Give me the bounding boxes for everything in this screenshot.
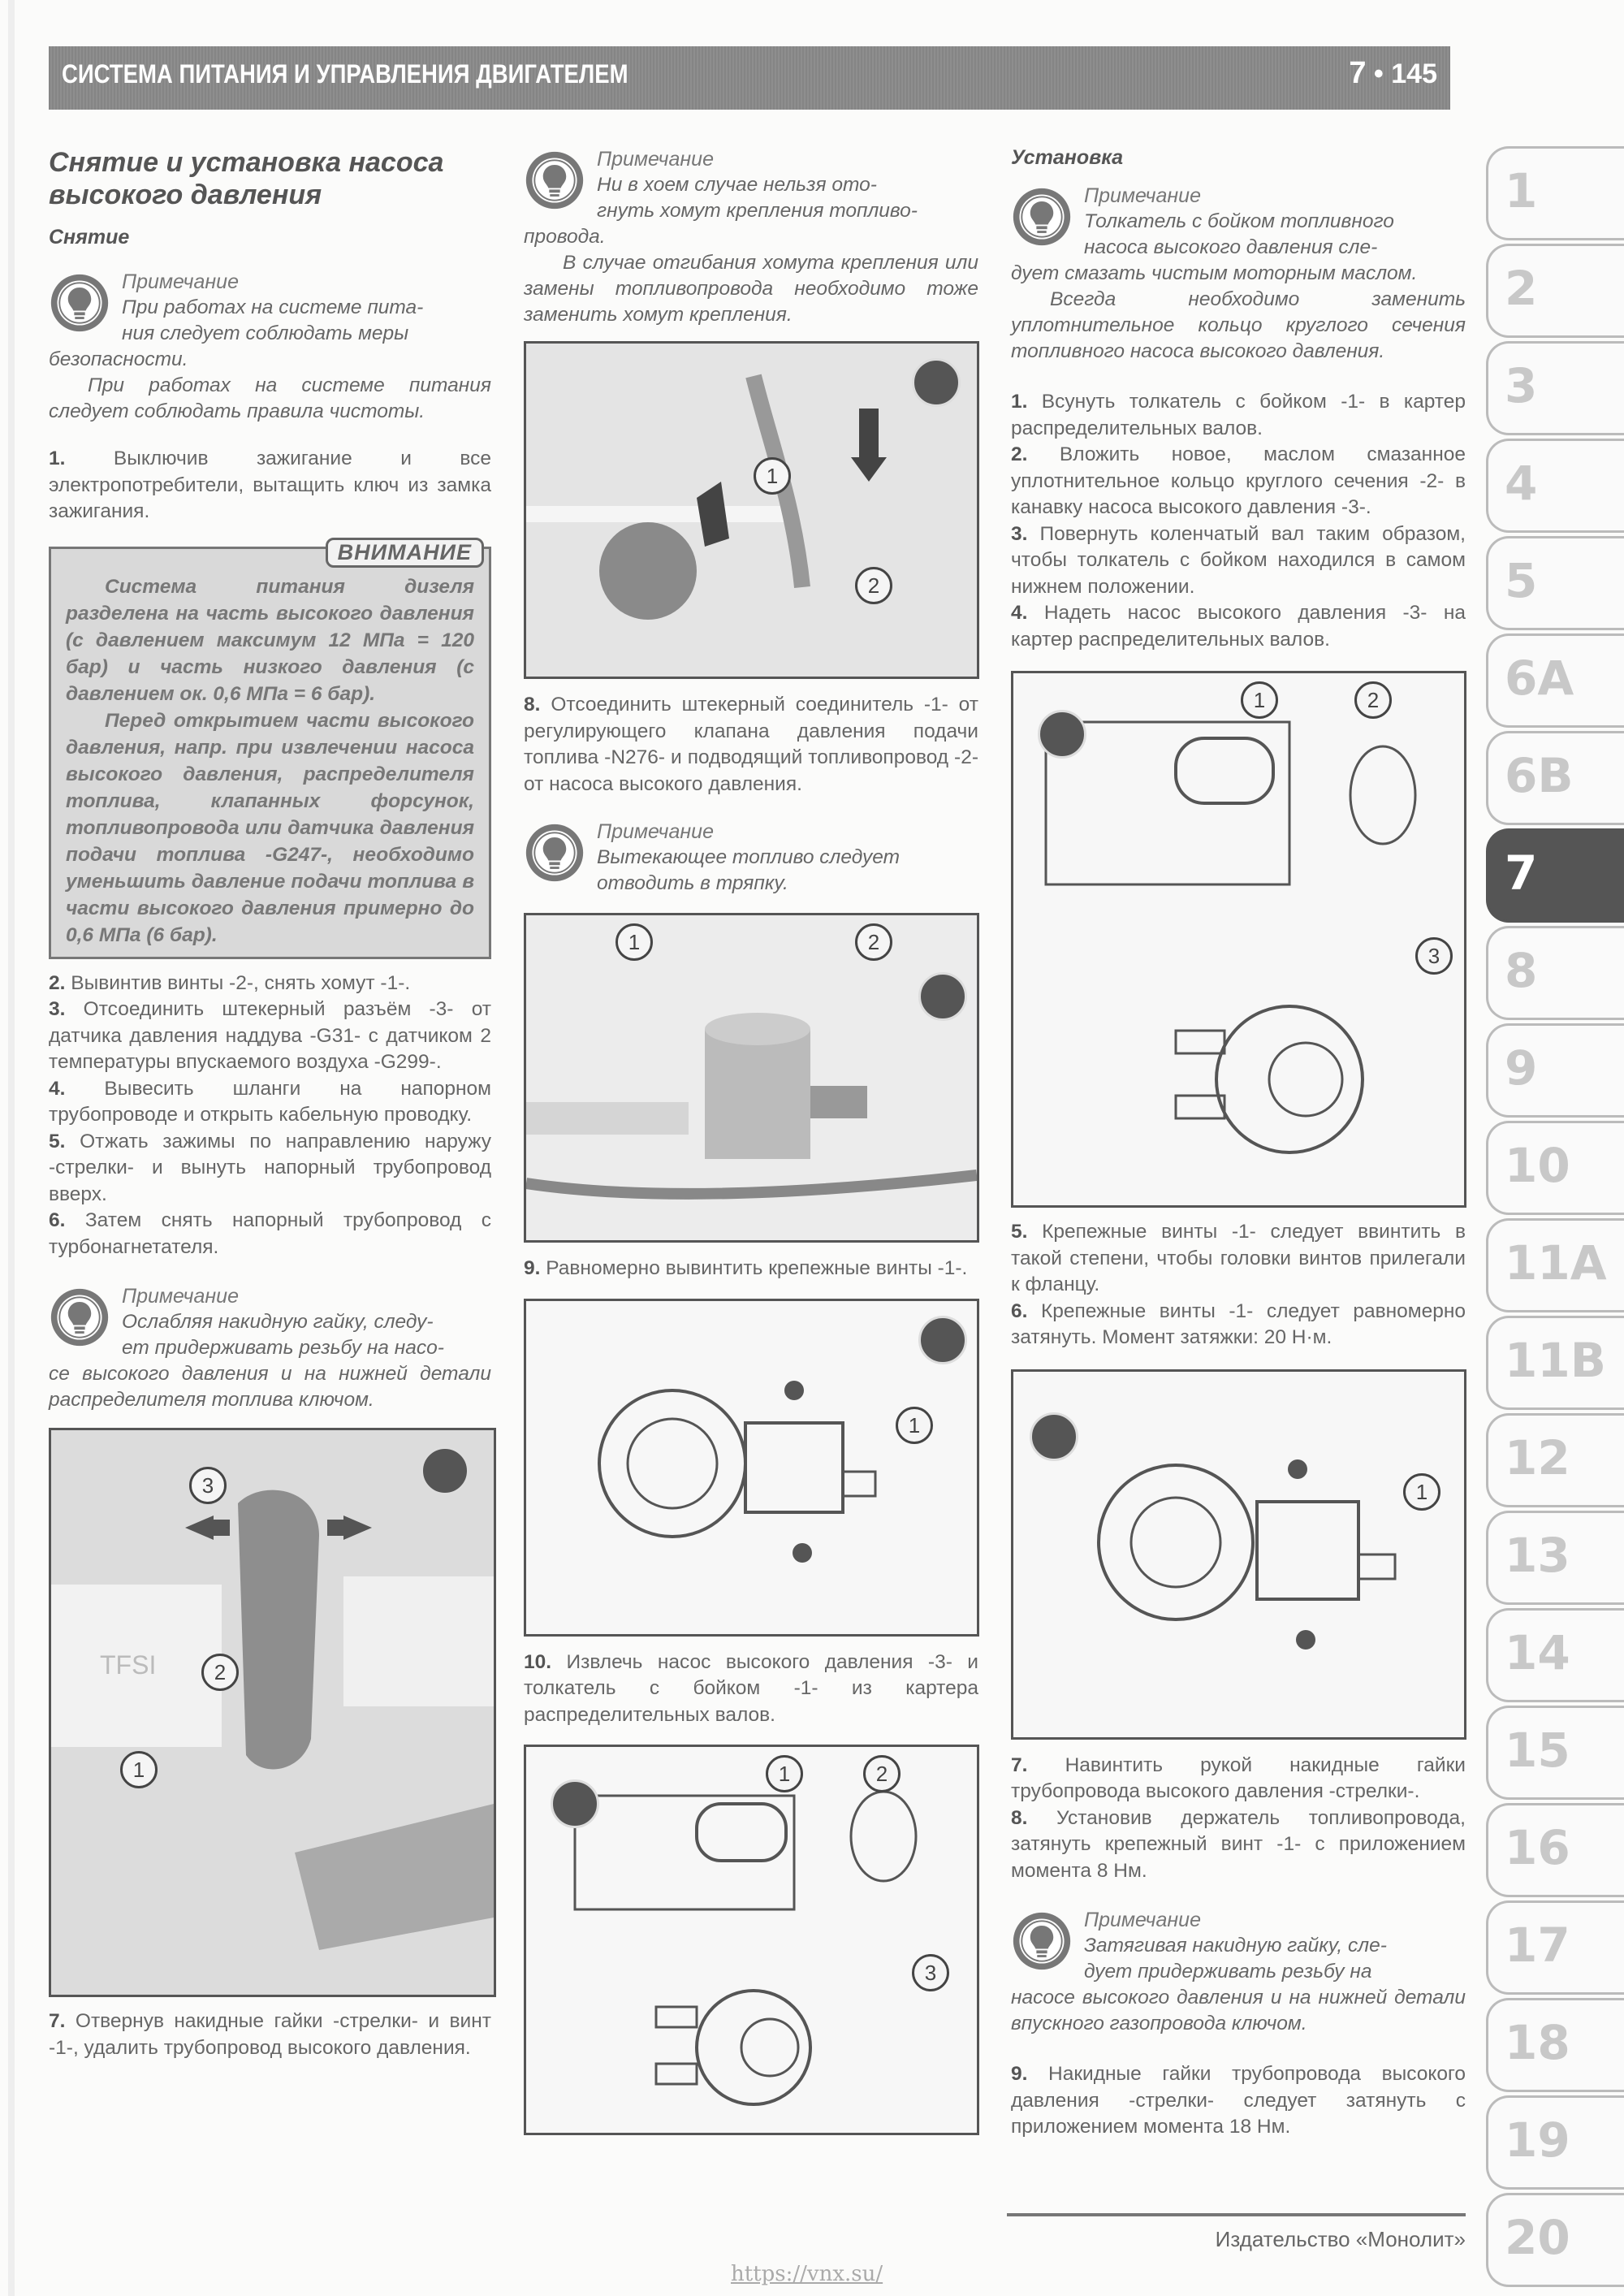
step-number: 8. [1011,1806,1028,1829]
step-number: 10. [524,1650,552,1673]
step-text: Крепежные винты -1- следует ввинтить в такой степени, чтобы головки винтов прилегали к фланцу. [1011,1221,1466,1295]
note-heading: Примечание [1084,1909,1201,1931]
pump-line-drawing [526,1301,977,1634]
chapter-tab-label: 16 [1505,1820,1570,1875]
column-3 [1011,146,1466,2141]
step-9 [1011,2061,1466,2141]
lightbulb-icon [1011,1910,1073,1972]
callout-1: 1 [615,923,653,961]
step-text: Накидные гайки трубопровода высокого давления -стрелки- следует затянуть с приложением момента 18 Нм. [1011,2063,1466,2138]
note-text: дует смазать чистым моторным маслом. [1011,262,1418,284]
step-text: Отвернув накидные гайки -стрелки- и винт -1-, удалить трубопровод высокого давления. [49,2010,491,2059]
chapter-tab-label: 12 [1505,1430,1570,1485]
step-number: 1. [49,448,66,469]
pump-line-drawing [1013,673,1464,1205]
chapter-tab-20[interactable] [1486,2193,1624,2287]
page-binding-edge [8,0,15,2296]
note-text: Всегда необходимо заменить уплотнительное кольцо круглого сечения топливного насоса высокого давления. [1011,288,1466,362]
chapter-tab-label: 13 [1505,1528,1570,1583]
publisher-logo-icon [912,358,961,407]
chapter-tab-label: 14 [1505,1625,1570,1680]
step-text: Крепежные винты -1- следует равномерно затянуть. Момент затяжки: 20 Н·м. [1011,1299,1466,1348]
callout-1: 1 [754,457,791,495]
chapter-tab-1[interactable] [1486,146,1624,240]
step-text: Извлечь насос высокого давления -3- и толкатель с бойком -1- из картера распределительных валов. [524,1650,978,1726]
note-heading: Примечание [1084,184,1201,207]
note-text: В случае отгибания хомута крепления или замены топливопровода необходимо тоже заменить хомут крепления. [524,252,978,326]
chapter-tab-14[interactable] [1486,1608,1624,1702]
step-number: 4. [1011,602,1028,624]
chapter-tab-8[interactable] [1486,926,1624,1020]
chapter-tab-label: 11A [1505,1235,1607,1291]
step-number: 3. [1011,522,1028,545]
step-1 [49,446,491,525]
figure-valve [524,913,979,1243]
chapter-tab-label: 6A [1505,651,1574,706]
note-heading: Примечание [597,148,714,171]
step-3 [49,997,491,1076]
publisher-logo-icon [551,1779,599,1828]
chapter-tab-label: 1 [1505,163,1538,218]
note-text: Вытекающее топливо следует [597,846,900,868]
chapter-tab-16[interactable] [1486,1803,1624,1897]
chapter-tab-3[interactable] [1486,341,1624,435]
chapter-tab-12[interactable] [1486,1413,1624,1507]
warning-box [49,539,491,959]
section-title-line2: высокого давления [49,179,322,210]
step-number: 3. [49,998,66,1020]
pump-line-drawing [1013,1372,1464,1737]
note-text: насоса высокого давления сле- [1084,236,1378,258]
figure-bolts-removal [524,1299,979,1637]
chapter-tab-label: 7 [1505,845,1538,901]
step-text: Вложить новое, маслом смазанное уплотнительное кольцо круглого сечения -2- в канавку насоса высокого давления -3-. [1011,443,1466,518]
callout-1: 1 [766,1755,803,1792]
callout-3: 3 [912,1954,949,1991]
chapter-number: 7 [1349,56,1367,90]
step-text: Равномерно вывинтить крепежные винты -1-. [546,1257,968,1279]
step-text: Отсоединить штекерный разъём -3- от датчика давления наддува -G31- с датчиком 2 температуры впускаемого воздуха -G299-. [49,998,491,1073]
step-number: 9. [1011,2063,1028,2085]
step-text: Навинтить рукой накидные гайки трубопровода высокого давления -стрелки-. [1011,1753,1466,1802]
step-5 [49,1129,491,1209]
step-number: 5. [1011,1221,1028,1243]
page-num: 145 [1391,58,1437,89]
step-text: Всунуть толкатель с бойком -1- в картер распределительных валов. [1011,391,1466,439]
chapter-tab-label: 2 [1505,261,1538,316]
step-6 [1011,1299,1466,1351]
chapter-tab-label: 11B [1505,1333,1606,1388]
step-7 [49,2008,491,2061]
note-heading: Примечание [597,820,714,843]
chapter-tab-9[interactable] [1486,1023,1624,1118]
figure-connector [524,341,979,679]
note-nut [49,1283,491,1413]
chapter-tab-19[interactable] [1486,2095,1624,2190]
chapter-tab-15[interactable] [1486,1706,1624,1800]
chapter-tab-label: 18 [1505,2015,1570,2070]
note-tighten [1011,1907,1466,2037]
chapter-tab-18[interactable] [1486,1998,1624,2092]
step-text: Затем снять напорный трубопровод с турбонагнетателя. [49,1209,491,1258]
section-title [49,146,491,211]
lightbulb-icon [524,149,585,211]
step-9 [524,1256,978,1282]
lightbulb-icon [524,822,585,884]
step-number: 9. [524,1257,541,1279]
chapter-tab-11a[interactable] [1486,1218,1624,1312]
chapter-tab-7[interactable] [1486,828,1624,923]
chapter-tab-13[interactable] [1486,1511,1624,1605]
step-text: Установив держатель топливопровода, затянуть крепежный винт -1- с приложением момента 8 Нм. [1011,1806,1466,1882]
step-3 [1011,521,1466,601]
chapter-title: СИСТЕМА ПИТАНИЯ И УПРАВЛЕНИЯ ДВИГАТЕЛЕМ [62,59,628,89]
callout-1: 1 [896,1407,933,1444]
page-number [1349,56,1437,91]
callout-1: 1 [1403,1473,1440,1511]
publisher-logo-icon [918,972,967,1021]
chapter-tab-6b[interactable] [1486,731,1624,825]
step-text: Вывинтив винты -2-, снять хомут -1-. [71,971,411,994]
lightbulb-icon [49,272,110,334]
note-text: Толкатель с бойком топливного [1084,210,1394,232]
lightbulb-icon [49,1286,110,1348]
step-number: 6. [49,1209,66,1231]
chapter-tab-label: 15 [1505,1723,1570,1778]
callout-2: 2 [855,923,892,961]
note-heading: Примечание [122,270,239,293]
chapter-tab-label: 17 [1505,1918,1570,1973]
publisher-logo-icon [918,1316,967,1364]
step-text: Вывесить шланги на напорном трубопроводе и открыть кабельную проводку. [49,1077,492,1126]
chapter-tab-5[interactable] [1486,536,1624,630]
step-text: Выключив зажигание и все электропотребители, вытащить ключ из замка зажигания. [49,448,491,522]
chapter-tab-label: 4 [1505,456,1538,511]
note-text: провода. [524,226,606,248]
step-number: 2. [49,971,66,994]
chapter-tab-4[interactable] [1486,439,1624,533]
step-8 [524,692,978,798]
chapter-tab-10[interactable] [1486,1121,1624,1215]
chapter-tab-label: 10 [1505,1138,1570,1193]
step-2 [49,971,491,997]
publisher-logo-icon [1030,1412,1078,1461]
chapter-tab-17[interactable] [1486,1900,1624,1995]
callout-3: 3 [189,1467,227,1504]
note-text: дует придерживать резьбу на [1084,1961,1372,1983]
chapter-tab-label: 5 [1505,553,1538,608]
chapter-tab-label: 19 [1505,2112,1570,2168]
note-text: При работах на системе питания следует соблюдать правила чистоты. [49,374,491,422]
chapter-tab-label: 3 [1505,358,1538,413]
callout-2: 2 [863,1755,901,1792]
running-header [49,46,1450,110]
step-4 [49,1076,491,1129]
installation-heading: Установка [1011,146,1124,169]
figure-pump-removal [524,1745,979,2135]
separator: • [1373,58,1384,89]
step-8 [1011,1805,1466,1885]
engine-illustration [51,1430,494,1995]
step-number: 7. [49,2010,66,2032]
step-number: 2. [1011,443,1028,465]
chapter-tab-label: 9 [1505,1040,1538,1096]
note-text: насосе высокого давления и на нижней детали впускного газопровода ключом. [1011,1987,1466,2034]
removal-heading: Снятие [49,226,130,249]
chapter-tabs [1486,146,1624,2290]
step-text: Отжать зажимы по направлению наружу -стрелки- и вынуть напорный трубопровод вверх. [49,1130,491,1205]
note-safety [49,269,491,425]
step-2 [1011,442,1466,521]
figure-bolts-install [1011,1369,1466,1740]
warning-label: ВНИМАНИЕ [326,538,484,568]
note-fuel [524,819,978,897]
step-text: Повернуть коленчатый вал таким образом, чтобы толкатель с бойком находился в самом нижнем положении. [1011,522,1466,598]
step-4 [1011,600,1466,653]
note-text: Ослабляя накидную гайку, следу- [122,1311,434,1333]
note-text: ет придерживать резьбу на насо- [122,1337,444,1359]
chapter-tab-6a[interactable] [1486,633,1624,728]
figure-pressure-pipe [49,1428,496,1997]
note-lubricate [1011,183,1466,365]
step-5 [1011,1219,1466,1299]
step-7 [1011,1753,1466,1805]
step-1 [1011,389,1466,442]
svg-text:TFSI: TFSI [100,1650,157,1680]
publisher-logo-icon [1038,710,1086,759]
figure-pump-install [1011,671,1466,1208]
warning-text: Перед открытием части высокого давления, напр. при извлечении насоса высокого давления, распределителя топлива, клапанных форсунок, топливопровода или датчика давления подачи топлива -G247-, необходимо уменьшить давление подачи топлива в части высокого давления примерно до 0,6 МПа (6 бар). [66,709,474,946]
chapter-tab-label: 8 [1505,943,1538,998]
note-heading: Примечание [122,1285,239,1308]
step-6 [49,1208,491,1260]
note-text: отводить в тряпку. [597,872,788,894]
note-clamp [524,146,978,328]
lightbulb-icon [1011,186,1073,248]
chapter-tab-label: 6B [1505,748,1574,803]
callout-2: 2 [855,567,892,604]
note-text: Затягивая накидную гайку, сле- [1084,1935,1387,1957]
note-text: Ни в хоем случае нельзя ото- [597,174,877,196]
publisher-logo-icon [421,1446,469,1495]
note-text: безопасности. [49,348,188,370]
step-text: Отсоединить штекерный соединитель -1- от регулирующего клапана давления подачи топлива -N276- и подводящий топливопровод -2- от насоса высокого давления. [524,694,978,795]
step-number: 4. [49,1077,66,1100]
callout-1: 1 [1241,681,1278,719]
step-text: Надеть насос высокого давления -3- на картер распределительных валов. [1011,602,1466,651]
callout-2: 2 [201,1654,239,1691]
note-text: При работах на системе пита- [122,296,424,318]
warning-text: Система питания дизеля разделена на часть высокого давления (с давлением максимум 12 МПа = 120 бар) и часть низкого давления (с давлением ок. 0,6 МПа = 6 бар). [66,575,474,705]
step-number: 6. [1011,1299,1028,1322]
step-number: 8. [524,694,541,716]
footer-divider [1007,2213,1466,2216]
publisher-name: Издательство «Монолит» [1215,2227,1466,2251]
column-2 [524,146,978,2135]
step-10 [524,1650,978,1729]
callout-1: 1 [120,1751,158,1788]
chapter-tab-2[interactable] [1486,244,1624,338]
note-text: гнуть хомут крепления топливо- [597,200,918,222]
chapter-tab-11b[interactable] [1486,1316,1624,1410]
callout-2: 2 [1354,681,1392,719]
watermark-link[interactable]: https://vnx.su/ [731,2262,883,2286]
note-text: ния следует соблюдать меры [122,322,409,344]
step-number: 7. [1011,1753,1028,1776]
column-1 [49,146,491,2061]
note-text: се высокого давления и на нижней детали распределителя топлива ключом. [49,1363,491,1411]
callout-3: 3 [1415,937,1453,975]
step-number: 1. [1011,391,1028,413]
step-number: 5. [49,1130,66,1152]
engine-illustration [526,915,977,1240]
section-title-line1: Снятие и установка насоса [49,147,444,178]
chapter-tab-label: 20 [1505,2210,1570,2265]
engine-illustration [526,344,977,677]
